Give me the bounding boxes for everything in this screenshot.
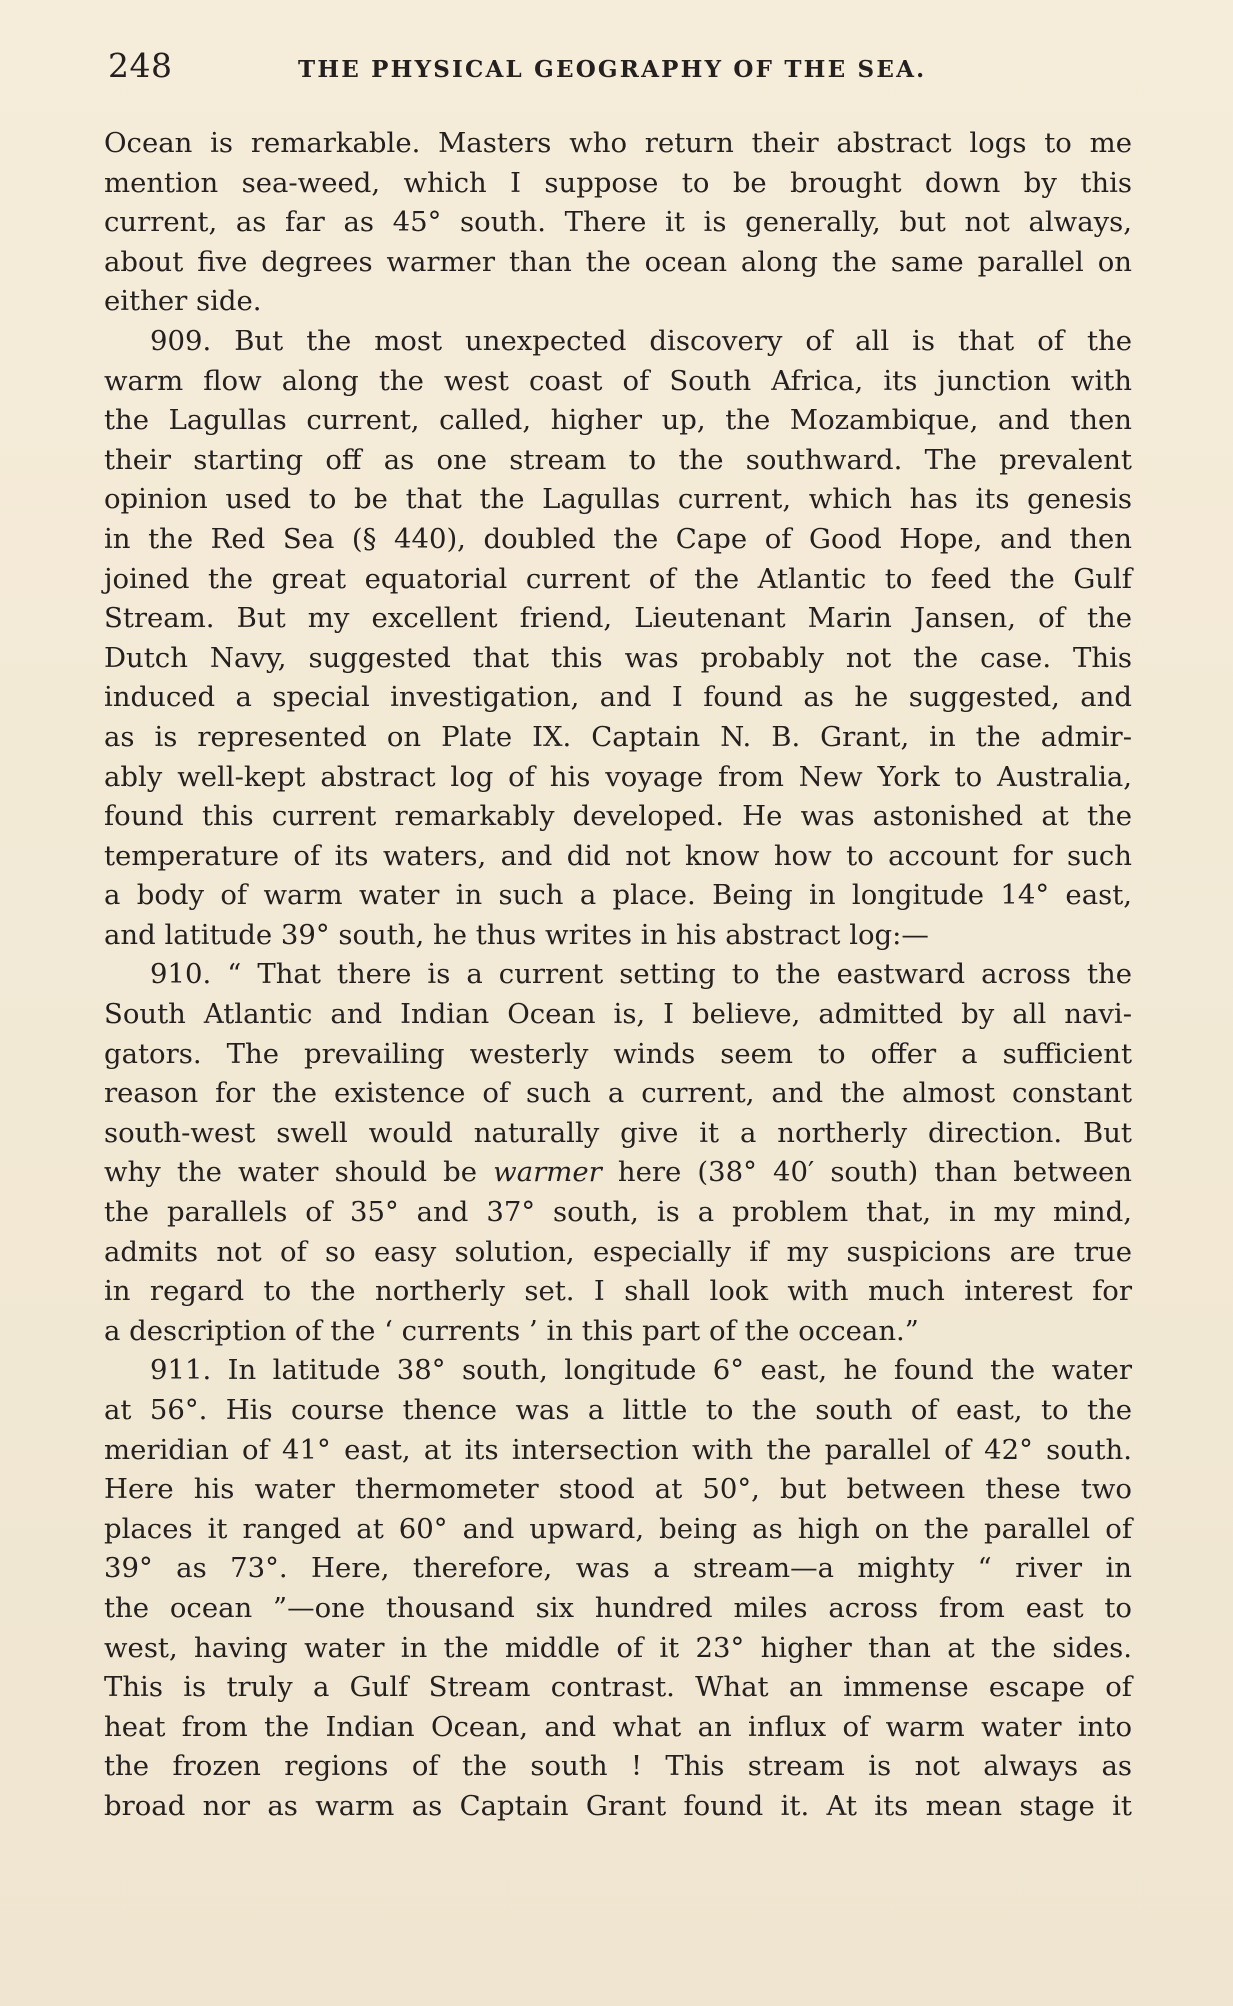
text-line: Stream. But my excellent friend, Lieutenant Marin Jansen, of the [104, 602, 1132, 635]
text-line: found this current remarkably developed. He was astonished at the [104, 800, 1132, 833]
text-line: mention sea-weed, which I suppose to be brought down by this [104, 166, 1132, 199]
text-line: This is truly a Gulf Stream contrast. What an immense escape of [104, 1671, 1132, 1704]
text-line: 909. But the most unexpected discovery of all is that of the [150, 324, 1132, 357]
text-line: meridian of 41° east, at its intersection with the parallel of 42° south. [104, 1433, 1132, 1466]
page-number: 248 [108, 46, 173, 85]
text-line: a description of the ‘ currents ’ in this part of the occean.” [104, 1314, 919, 1347]
text-line: 910. “ That there is a current setting to the eastward across the [150, 958, 1132, 991]
text-line: heat from the Indian Ocean, and what an influx of warm water into [104, 1710, 1132, 1743]
text-line: either side. [104, 285, 262, 318]
text-line: 911. In latitude 38° south, longitude 6° east, he found the water [150, 1354, 1132, 1387]
text-line: about five degrees warmer than the ocean along the same parallel on [104, 245, 1132, 278]
text-line: their starting off as one stream to the southward. The prevalent [104, 443, 1132, 476]
text-line: the Lagullas current, called, higher up, the Mozambique, and then [104, 404, 1132, 437]
text-line: current, as far as 45° south. There it is generally, but not always, [104, 206, 1132, 239]
text-line: a body of warm water in such a place. Being in longitude 14° east, [104, 879, 1132, 912]
text-line: places it ranged at 60° and upward, being as high on the parallel of [104, 1512, 1132, 1545]
text-line: the parallels of 35° and 37° south, is a problem that, in my mind, [104, 1196, 1132, 1229]
text-line: the frozen regions of the south ! This stream is not always as [104, 1750, 1132, 1783]
text-line: Here his water thermometer stood at 50°, but between these two [104, 1473, 1132, 1506]
running-head [108, 46, 1138, 96]
text-line: south-west swell would naturally give it a northerly direction. But [104, 1116, 1132, 1149]
text-line: why the water should be warmer here (38° 40′ south) than between [104, 1156, 1133, 1189]
text-line: the ocean ”—one thousand six hundred miles across from east to [104, 1591, 1132, 1624]
text-line: temperature of its waters, and did not know how to account for such [104, 839, 1132, 872]
text-line: Dutch Navy, suggested that this was probably not the case. This [104, 641, 1132, 674]
text-line: reason for the existence of such a current, and the almost constant [104, 1077, 1132, 1110]
text-line: gators. The prevailing westerly winds seem to offer a sufficient [104, 1037, 1132, 1070]
text-line: ably well-kept abstract log of his voyage from New York to Australia, [104, 760, 1132, 793]
text-line: warm flow along the west coast of South Africa, its junction with [104, 364, 1132, 397]
body-text [104, 124, 1132, 1827]
text-line: as is represented on Plate IX. Captain N. B. Grant, in the admir- [104, 720, 1132, 753]
text-line: in regard to the northerly set. I shall look with much interest for [104, 1275, 1132, 1308]
text-line: South Atlantic and Indian Ocean is, I believe, admitted by all navi- [104, 998, 1132, 1031]
text-line: 39° as 73°. Here, therefore, was a stream—a mighty “ river in [104, 1552, 1132, 1585]
running-title: THE PHYSICAL GEOGRAPHY OF THE SEA. [298, 56, 927, 83]
text-line: west, having water in the middle of it 23° higher than at the sides. [104, 1631, 1132, 1664]
text-line: and latitude 39° south, he thus writes in his abstract log:— [104, 918, 929, 951]
text-line: opinion used to be that the Lagullas current, which has its genesis [104, 483, 1132, 516]
text-line: joined the great equatorial current of the Atlantic to feed the Gulf [104, 562, 1132, 595]
text-line: admits not of so easy solution, especially if my suspicions are true [104, 1235, 1132, 1268]
text-line: at 56°. His course thence was a little to the south of east, to the [104, 1394, 1132, 1426]
italic-word: warmer [493, 1156, 602, 1189]
text-line: Ocean is remarkable. Masters who return their abstract logs to me [104, 127, 1132, 159]
text-line: induced a special investigation, and I found as he suggested, and [104, 681, 1132, 714]
text-line: in the Red Sea (§ 440), doubled the Cape of Good Hope, and then [104, 522, 1132, 555]
text-line: broad nor as warm as Captain Grant found it. At its mean stage it [104, 1789, 1132, 1822]
